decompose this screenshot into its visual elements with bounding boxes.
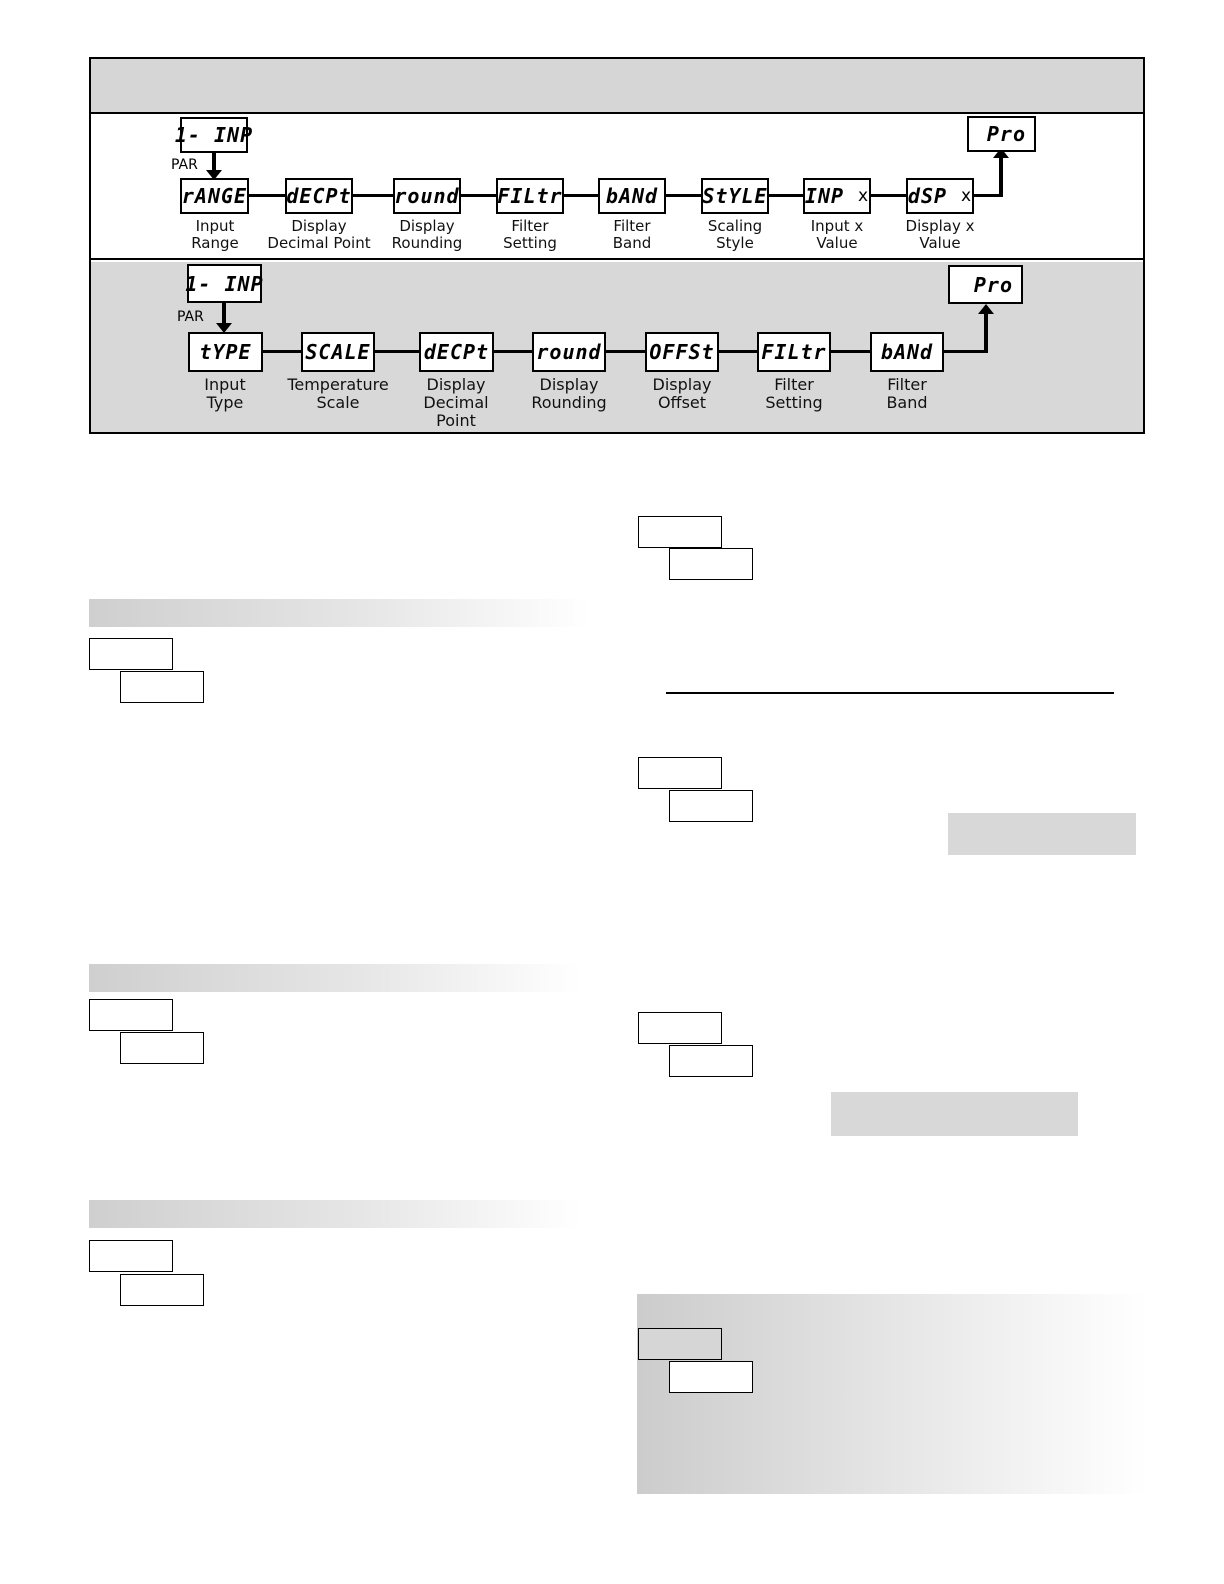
arrow-up-stem [984, 314, 988, 353]
parameter-value-box [669, 1361, 753, 1393]
parameter-value-box [120, 1274, 204, 1306]
parameter-display-box [89, 638, 173, 670]
connector [769, 194, 803, 197]
parameter-value-box [669, 1045, 753, 1077]
programming-flow-diagram [89, 57, 1145, 434]
shaded-note-box [948, 813, 1136, 855]
connector [375, 350, 419, 353]
param-box-dsp-x: dSP x [906, 178, 974, 214]
arrow-up-stem [999, 158, 1003, 197]
connector [719, 350, 757, 353]
param-box-round: round [393, 178, 461, 214]
caption-temperature-scale: Temperature Scale [287, 375, 389, 412]
caption-display-decimal-point: Display Decimal Point [423, 375, 489, 430]
par-label: PAR [177, 309, 204, 325]
caption-filter-band: Filter Band [886, 375, 928, 412]
connector [263, 350, 301, 353]
connector [871, 194, 906, 197]
param-box-inp-x: INP x [803, 178, 871, 214]
connector [353, 194, 393, 197]
caption-filter-setting: Filter Setting [765, 375, 823, 412]
param-box-type: tYPE [188, 332, 263, 372]
param-box-range: rANGE [180, 178, 249, 214]
parameter-value-box [120, 1032, 204, 1064]
caption-filter-setting: Filter Setting [503, 217, 557, 252]
diagram-row-voltage-current [91, 116, 1143, 260]
param-box-decpt: dECPt [285, 178, 353, 214]
param-box-band: bANd [598, 178, 666, 214]
shaded-section-panel [637, 1294, 1147, 1494]
parameter-display-box [638, 1012, 722, 1044]
connector [494, 350, 532, 353]
connector [606, 350, 645, 353]
end-display-pro: Pro [948, 265, 1023, 304]
param-box-filter: FILtr [757, 332, 831, 372]
param-box-decpt: dECPt [419, 332, 494, 372]
param-box-round: round [532, 332, 606, 372]
connector [831, 350, 870, 353]
parameter-display-box [89, 999, 173, 1031]
caption-display-rounding: Display Rounding [391, 217, 463, 252]
caption-display-offset: Display Offset [652, 375, 712, 412]
parameter-display-box [638, 516, 722, 548]
parameter-display-box [638, 1328, 722, 1360]
param-box-band: bANd [870, 332, 944, 372]
diagram-header-bar [91, 59, 1143, 114]
section-header-bar [89, 964, 581, 992]
parameter-value-box [669, 548, 753, 580]
caption-input-type: Input Type [204, 375, 246, 412]
start-display-1-inp: 1- INP [187, 264, 262, 303]
parameter-display-box [638, 757, 722, 789]
connector [249, 194, 285, 197]
connector [666, 194, 701, 197]
connector [461, 194, 496, 197]
connector [944, 350, 987, 353]
connector [564, 194, 598, 197]
parameter-display-box [89, 1240, 173, 1272]
parameter-value-box [669, 790, 753, 822]
section-header-bar [89, 1200, 581, 1228]
param-box-style: StYLE [701, 178, 769, 214]
param-box-scale: SCALE [301, 332, 375, 372]
connector [974, 194, 1002, 197]
param-box-filter: FILtr [496, 178, 564, 214]
caption-input-range: Input Range [191, 217, 239, 252]
arrow-up-head [978, 304, 994, 314]
section-header-bar [89, 599, 589, 627]
param-box-offset: OFFSt [645, 332, 719, 372]
caption-display-rounding: Display Rounding [531, 375, 607, 412]
parameter-value-box [120, 671, 204, 703]
diagram-row-temperature [91, 262, 1143, 432]
shaded-note-box [831, 1092, 1078, 1136]
caption-display-decimal-point: Display Decimal Point [267, 217, 371, 252]
caption-scaling-style: Scaling Style [707, 217, 763, 252]
caption-filter-band: Filter Band [612, 217, 652, 252]
caption-display-x-value: Display x Value [905, 217, 975, 252]
caption-input-x-value: Input x Value [810, 217, 864, 252]
par-label: PAR [171, 157, 198, 173]
start-display-1-inp: 1- INP [180, 117, 248, 153]
end-display-pro: Pro [967, 116, 1036, 152]
horizontal-rule [666, 692, 1114, 694]
